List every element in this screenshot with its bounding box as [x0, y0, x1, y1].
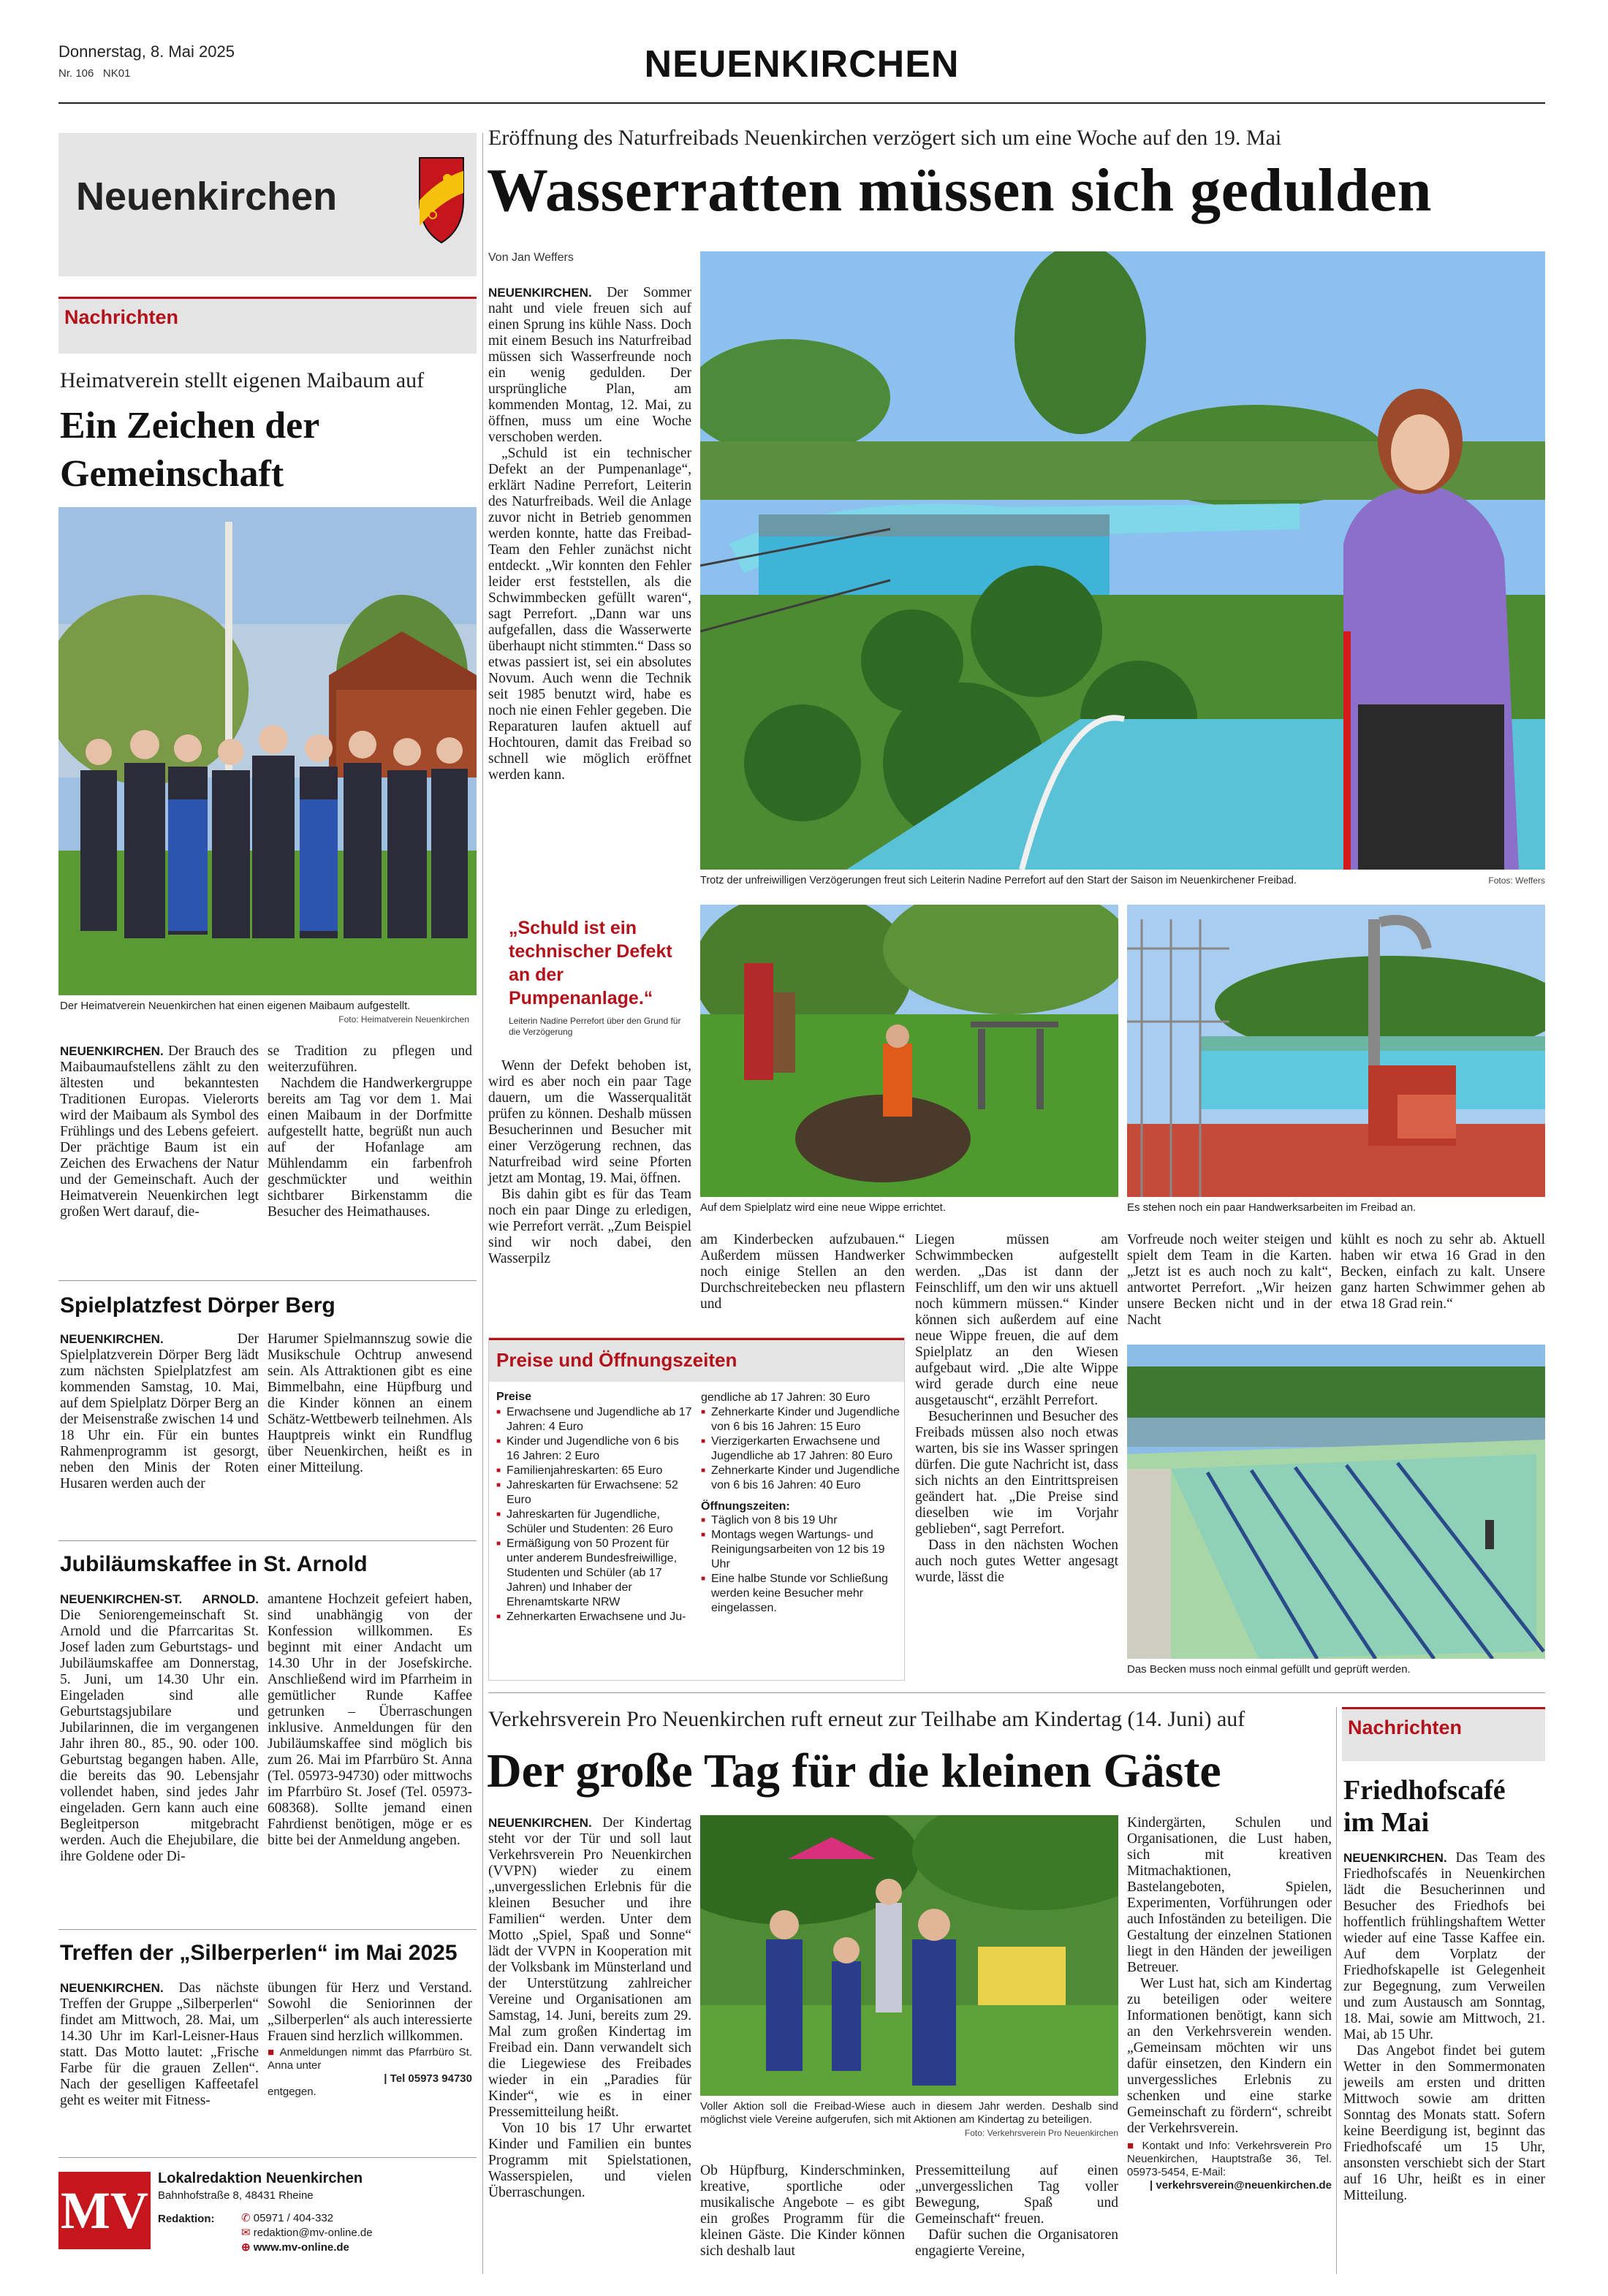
spielplatz-text-1: Der Spielplatzverein Dörper Berg lädt zum nächsten Spielplatzfest am kommenden Samstag, 10. Mai, auf dem Spielplatz Dörper Berg an der Meisenstraße zwischen 14 und 18 Uhr ein. Für ein buntes Rahmenprogramm ist gesorgt, neben den Minis der Roten Husaren werden auch der [60, 1331, 259, 1491]
maibaum-photo [58, 507, 477, 995]
silberperlen-dateline: NEUENKIRCHEN. [60, 1981, 164, 1995]
mail-icon: ✉ [241, 2227, 251, 2239]
main-col3 [915, 1232, 1118, 1586]
main-col1-lower [488, 1058, 691, 1267]
hours-item: ■ Täglich von 8 bis 19 Uhr [701, 1513, 900, 1528]
kindertag-text-6: Kindergärten, Schulen und Organisationen, die Lust haben, sich mit kreativen Mitmachaktionen, Bastelangeboten, Spielen, Experimenten, Vorführungen oder auch Infoständen zu beteiligen. Die Gestaltung der einzelnen Stationen liegt in den Händen der jeweiligen Betreuer. [1127, 1815, 1332, 1975]
main-byline: Von Jan Weffers [488, 251, 574, 264]
jubilaeum-text-2: amantene Hochzeit gefeiert haben, sind unabhängig von der Konfession willkommen. Es beginnt mit einer Andacht um 14.30 Uhr in der Josefskirche. Anschließend wird im Pfarrheim in gemütlicher Runde Kaffee getrunken – Überraschungen inklusive. Anmeldungen für den Jubiläumskaffee sind möglich bis zum 26. Mai im Pfarrbüro St. Anna (Tel. 05973-94730) oder mittwochs im Pfarrbüro St. Josef (Tel. 05973-608368). Sollte jemand einen Fahrdienst benötigen, möge er es bitte bei der Anmeldung angeben. [268, 1592, 472, 1848]
main-dateline: NEUENKIRCHEN. [488, 286, 592, 300]
maibaum-dateline: NEUENKIRCHEN. [60, 1044, 164, 1058]
pull-quote-source: Leiterin Nadine Perrefort über den Grund für die Verzögerung [509, 1016, 681, 1037]
header-date: Donnerstag, 8. Mai 2025 [58, 42, 235, 61]
handwerk-photo [1127, 905, 1545, 1197]
price-item: ■ Erwachsene und Jugendliche ab 17 Jahren: 4 Euro [496, 1405, 692, 1434]
silberperlen-text-1: Das nächste Treffen der Gruppe „Silberperlen“ findet am Mittwoch, 28. Mai, um 14.30 Uhr im Karl-Leisner-Haus statt. Das Motto lautet: „Frische Farbe für die grauen Zellen“. Nach der geselligen Kaffeetafel geht es weiter mit Fitness- [60, 1980, 259, 2108]
prices-col2 [701, 1391, 900, 1616]
masthead-town: Neuenkirchen [76, 175, 338, 218]
kindertag-text-5: Dafür suchen die Organisatoren engagierte Vereine, [915, 2227, 1118, 2259]
kindertag-text-2: Von 10 bis 17 Uhr erwartet Kinder und Familien ein buntes Programm mit Spielstationen, Wasserspielen, und vielen Überraschungen. [488, 2121, 691, 2200]
jubilaeum-text-1: Die Seniorengemeinschaft St. Arnold und die Pfarrcaritas St. Josef laden zum Geburtstags- und Jubiläumskaffee am Donnerstag, 5. Juni, um 14.30 Uhr ein. Eingeladen sind alle Geburtstagsjubilare und Jubilarinnen, die im vergangenen Jahr ihren 80., 85., 90. oder 100. Geburtstag begangen haben. Alle, die bereits das 90. Lebensjahr vollendet haben, sind jedes Jahr eingeladen. Gern kann auch eine Begleitperson mitgebracht werden. Auch die Ehejubilare, die ihre Goldene oder Di- [60, 1608, 259, 1864]
nachrichten-label: Nachrichten [64, 306, 179, 328]
main-text-6: Liegen müssen am Schwimmbecken aufgestellt werden. „Das ist dann der Feinschliff, um den wir uns aktuell noch kümmern müssen.“ Kinder können sich außerdem auf eine neue Wippe freuen, die auf dem Spielplatz an den Wiesen aufgebaut wird. „Die alte Wippe wird gerade durch eine neue ausgetauscht“, erzählt Perrefort. [915, 1232, 1118, 1408]
maibaum-text-2: se Tradition zu pflegen und weiterzuführen. [268, 1044, 472, 1075]
phone-icon: ✆ [241, 2212, 251, 2224]
section-title: NEUENKIRCHEN [644, 43, 960, 85]
main-col5 [1340, 1232, 1545, 1312]
kindertag-contact-email[interactable]: | verkehrsverein@neuenkirchen.de [1150, 2179, 1332, 2192]
footer-email[interactable] [241, 2226, 373, 2240]
prices-box [488, 1337, 905, 1681]
kindertag-headline: Der große Tag für die kleinen Gäste [487, 1744, 1221, 1798]
price-item: ■ Vierzigerkarten Erwachsene und Jugendliche ab 17 Jahren: 80 Euro [701, 1434, 900, 1464]
price-item: ■ Zehnerkarte Kinder und Jugendliche von 6 bis 16 Jahren: 40 Euro [701, 1464, 900, 1493]
lokalredaktion-box [58, 2166, 477, 2268]
maibaum-headline: Ein Zeichen der Gemeinschaft [60, 405, 319, 495]
spielplatz-col2 [268, 1331, 472, 1476]
jubilaeum-col1 [60, 1592, 259, 1865]
page-header [58, 42, 1545, 104]
kindertag-col2 [700, 2163, 905, 2259]
prices-label: Preise [496, 1391, 532, 1403]
prices-list-1 [496, 1405, 692, 1624]
kindertag-dateline: NEUENKIRCHEN. [488, 1816, 592, 1830]
kindertag-email-text: verkehrsverein@neuenkirchen.de [1156, 2179, 1332, 2192]
footer-phone [241, 2211, 373, 2226]
price-item: ■ Zehnerkarten Erwachsene und Ju- [496, 1610, 692, 1624]
main-text-4: Bis dahin gibt es für das Team noch ein paar Dinge zu erledigen, wie Perrefort verrät. „Zum Beispiel sind wir noch dabei, den Wasserpilz [488, 1187, 691, 1266]
price-item: ■ Familienjahreskarten: 65 Euro [496, 1464, 692, 1478]
hours-item: ■ Eine halbe Stunde vor Schließung werden keine Besucher mehr eingelassen. [701, 1572, 900, 1616]
kindertag-photo [700, 1815, 1118, 2096]
silberperlen-note-text: Anmeldungen nimmt das Pfarrbüro St. Anna unter [268, 2046, 472, 2072]
maibaum-text-3: Nachdem die Handwerkergruppe bereits am Tag vor dem 1. Mai einen Maibaum in der Dorfmitte aufgestellt hatte, begrüßt nun auch auf der Hofanlage am Mühlendamm ein farbenfroh geschmückter und weithin sichtbarer Birkenstamm die Besucher des Heimathauses. [268, 1076, 472, 1220]
silberperlen-phone: Tel 05973 94730 [390, 2072, 472, 2085]
friedhof-dateline: NEUENKIRCHEN. [1343, 1851, 1447, 1865]
footer-phone-text: 05971 / 404-332 [253, 2212, 334, 2224]
kindertag-col3 [915, 2163, 1118, 2259]
divider [58, 1929, 477, 1930]
main-photo-caption [700, 874, 1545, 887]
main-text-5: am Kinderbecken aufzubauen.“ Außerdem müssen Handwerker noch einige Stellen an den Durchschreitebecken neu pflastern und [700, 1232, 905, 1312]
handwerk-caption: Es stehen noch ein paar Handwerksarbeiten im Freibad an. [1127, 1201, 1417, 1214]
mv-logo: MV [58, 2172, 151, 2249]
footer-address: Bahnhofstraße 8, 48431 Rheine [158, 2189, 314, 2202]
nachrichten-tab [58, 297, 477, 354]
price-item: ■ Jahreskarten für Erwachsene: 52 Euro [496, 1478, 692, 1508]
hours-item: ■ Montags wegen Wartungs- und Reinigungsarbeiten von 12 bis 19 Uhr [701, 1528, 900, 1572]
price-item: ■ Jahreskarten für Jugendliche, Schüler und Studenten: 26 Euro [496, 1508, 692, 1537]
header-issue-number: Nr. 106 [58, 67, 94, 80]
prices-box-header [489, 1338, 904, 1382]
price-item: ■ Zehnerkarte Kinder und Jugendliche von 6 bis 16 Jahren: 15 Euro [701, 1405, 900, 1434]
footer-title: Lokalredaktion Neuenkirchen [158, 2170, 363, 2186]
footer-label: Redaktion: [158, 2213, 215, 2225]
divider [58, 1540, 477, 1541]
kindertag-contact-text: Kontakt und Info: Verkehrsverein Pro Neuenkirchen, Hauptstraße 36, Tel. 05973-5454, E-Mail: [1127, 2140, 1332, 2178]
main-text-8: Dass in den nächsten Wochen auch noch gutes Wetter angesagt wurde, lässt die [915, 1537, 1118, 1585]
silberperlen-note: ■ Anmeldungen nimmt das Pfarrbüro St. Anna unter | Tel 05973 94730 entgegen. [268, 2046, 472, 2098]
price-item-cont: gendliche ab 17 Jahren: 30 Euro [701, 1391, 871, 1404]
maibaum-text-1: Der Brauch des Maibaumaufstellens zählt zu den ältesten und bekanntesten Traditionen Europas. Vielerorts wird der Maibaum als Symbol des Frühlings und des Lebens gefeiert. Der prächtige Baum ist ein Zeichen des Erwachens der Natur und der Gemeinschaft. Auch der Heimatverein Neuenkirchen legt großen Wert darauf, die- [60, 1044, 259, 1220]
silberperlen-note-end: entgegen. [268, 2086, 316, 2098]
footer-contact [241, 2211, 373, 2255]
kindertag-text-3: Ob Hüpfburg, Kinderschminken, kreative, sportliche oder musikalische Angebote – es gibt ein großes Programm für die kleinen Gäste. Die Kinder können sich deshalb laut [700, 2163, 905, 2259]
maibaum-photo-image [58, 507, 477, 995]
kindertag-col4 [1127, 1815, 1332, 2192]
wippe-photo [700, 905, 1118, 1197]
maibaum-col1 [60, 1044, 259, 1220]
kindertag-text-4: Pressemitteilung auf einen „unvergesslichen Tag voller Bewegung, Spaß und Gemeinschaft“ freuen. [915, 2163, 1118, 2227]
wippe-caption: Auf dem Spielplatz wird eine neue Wippe errichtet. [700, 1201, 947, 1214]
main-text-10: kühlt es noch zu sehr ab. Aktuell haben wir etwa 16 Grad in den Becken, einfach zu kalt. Unsere ganz harten Schwimmer gehen ab etwa 18 Grad rein.“ [1340, 1232, 1545, 1312]
footer-email-text: redaktion@mv-online.de [253, 2227, 373, 2239]
masthead-box [58, 133, 477, 276]
nachrichten-tab-right [1342, 1707, 1545, 1761]
kindertag-kicker: Verkehrsverein Pro Neuenkirchen ruft erneut zur Teilhabe am Kindertag (14. Juni) auf [488, 1707, 1245, 1731]
divider [58, 1280, 477, 1281]
nachrichten-label-right: Nachrichten [1348, 1717, 1463, 1738]
kindertag-caption-text: Voller Aktion soll die Freibad-Wiese auch in diesem Jahr werden. Deshalb sind möglichst viele Vereine aufgerufen, sich mit Aktionen am Kindertag zu beteiligen. [700, 2100, 1118, 2126]
pull-quote-text: „Schuld ist ein technischer Defekt an der Pumpenanlage.“ [509, 918, 672, 1008]
kindertag-credit: Foto: Verkehrsverein Pro Neuenkirchen [964, 2128, 1118, 2138]
kindertag-contact: ■ Kontakt und Info: Verkehrsverein Pro Neuenkirchen, Hauptstraße 36, Tel. 05973-5454, E-Mail: | verkehrsverein@neuenkirchen.de [1127, 2140, 1332, 2192]
becken-caption: Das Becken muss noch einmal gefüllt und geprüft werden. [1127, 1663, 1411, 1676]
prices-title: Preise und Öffnungszeiten [496, 1349, 737, 1371]
main-col2 [700, 1232, 905, 1312]
jubilaeum-col2 [268, 1592, 472, 1849]
maibaum-caption [60, 1000, 469, 1026]
main-text-3: Wenn der Defekt behoben ist, wird es aber noch ein paar Tage dauern, um die Wasserqualität prüfen zu können. Deshalb müssen Besucherinnen und Besucher mit einer Verzögerung rechnen, das Naturfreibad wird seine Pforten jetzt am Montag, 19. Mai, öffnen. [488, 1058, 691, 1186]
main-text-7: Besucherinnen und Besucher des Freibads müssen also noch etwas warten, bis sie ins Wasser springen dürfen. Die gute Nachricht ist, dass sich nichts an den Eintrittspreisen geändert hat. „Die Preise sind dieselben wie im Vorjahr geblieben“, sagt Perrefort. [915, 1409, 1118, 1537]
silberperlen-col2 [268, 1980, 472, 2099]
column-divider [482, 133, 483, 2274]
pool-photo-image [700, 251, 1545, 870]
footer-web[interactable] [241, 2240, 373, 2255]
empty-pool-photo-image [1127, 1345, 1545, 1659]
spielplatz-text-2: Harumer Spielmannszug sowie die Musikschule Ochtrup anwesend sein. Als Attraktionen gibt es eine Bimmelbahn, eine Hüpfburg und die Kinder können an einem Schätz-Wettbewerb teilnehmen. Als Hauptpreis winkt ein Rundflug über Neuenkirchen, heißt es in einer Mitteilung. [268, 1331, 472, 1475]
main-kicker: Eröffnung des Naturfreibads Neuenkirchen verzögert sich um eine Woche auf den 19. Mai [488, 126, 1282, 150]
silberperlen-headline: Treffen der „Silberperlen“ im Mai 2025 [60, 1941, 458, 1965]
footer-web-text: www.mv-online.de [253, 2241, 349, 2254]
jubilaeum-dateline: NEUENKIRCHEN-ST. ARNOLD. [60, 1592, 259, 1606]
main-headline: Wasserratten müssen sich gedulden [487, 156, 1432, 224]
main-text-9: Vorfreude noch weiter steigen und spielt dem Team in die Karten. „Jetzt ist es auch noch zu kalt“, antwortet Perrefort. „Wir heizen unsere Becken nicht und in der Nacht [1127, 1232, 1332, 1328]
kindertag-caption [700, 2100, 1118, 2140]
kindertag-col1 [488, 1815, 691, 2201]
friedhof-text [1343, 1850, 1545, 2204]
divider [488, 1692, 1545, 1693]
town-crest-icon [418, 156, 465, 244]
maibaum-caption-text: Der Heimatverein Neuenkirchen hat einen eigenen Maibaum aufgestellt. [60, 1000, 411, 1012]
main-text-1: Der Sommer naht und viele freuen sich auf einen Sprung ins kühle Nass. Doch mit einem Besuch ins Naturfreibad müssen sich Wasserfreunde noch ein wenig gedulden. Der ursprüngliche Plan, am kommenden Montag, 12. Mai, zu öffnen, muss um eine Woche verschoben werden. [488, 285, 691, 445]
hours-list [701, 1513, 900, 1616]
main-photo-caption-text: Trotz der unfreiwilligen Verzögerungen freut sich Leiterin Nadine Perrefort auf den Start der Saison im Neuenkirchener Freibad. [700, 875, 1297, 886]
maibaum-col2 [268, 1044, 472, 1220]
divider [58, 2157, 477, 2158]
jubilaeum-headline: Jubiläumskaffee in St. Arnold [60, 1552, 368, 1576]
friedhof-text-1: Das Team des Friedhofscafés in Neuenkirchen lädt die Besucherinnen und Besucher des Friedhofs bei hoffentlich frühlingshaftem Wetter wieder auf eine Tasse Kaffee ein. Auf dem Vorplatz der Friedhofskapelle ist Gelegenheit zur Begegnung, zum Verweilen und zum Austausch am Sonntag, 18. Mai, sowie am Mittwoch, 21. Mai, ab 15 Uhr. [1343, 1850, 1546, 2042]
main-photo-credit: Fotos: Weffers [1488, 875, 1545, 886]
friedhof-headline: Friedhofscafé im Mai [1343, 1775, 1506, 1838]
spielplatz-dateline: NEUENKIRCHEN. [60, 1332, 164, 1346]
main-photo [700, 251, 1545, 870]
main-text-2: „Schuld ist ein technischer Defekt an der Pumpenanlage“, erklärt Nadine Perrefort, Leiterin des Naturfreibads. Weil die Anlage zuvor nicht in Betrieb genommen werden konnte, hatte das Freibad-Team den Fehler zunächst nicht entdeckt. „Wir konnten den Fehler leider erst feststellen, als die Schwimmbecken gefüllt waren“, sagt Perrefort. „Dann war uns aufgefallen, dass die Wasserwerte überhaupt nicht stimmten.“ Dass so etwas passiert ist, sei ein absolutes Novum. Auch wenn die Technik seit 1985 benutzt wird, habe es noch nie einen Fehler gegeben. Die Reparaturen laufen aktuell auf Hochtouren, damit das Freibad so schnell wie möglich eröffnet werden kann. [488, 446, 691, 783]
kindertag-text-1: Der Kindertag steht vor der Tür und soll laut Verkehrsverein Pro Neuenkirchen (VVPN) wieder zu einem „unvergesslichen Erlebnis für die kleinen Besucher und ihre Familien“ werden. Unter dem Motto „Spiel, Spaß und Sonne“ lädt der VVPN in Kooperation mit der Volksbank im Münsterland und der Unterstützung zahlreicher Vereine und Organisationen am Samstag, 14. Juni, bereits zum 29. Mal zum großen Kindertag im Freibad ein. Dann verwandelt sich die Liegewiese des Freibades wieder in ein „Paradies für Kinder“, wie es in einer Pressemitteilung heißt. [488, 1815, 692, 2120]
construction-photo-image [1127, 905, 1545, 1197]
price-item: ■ Kinder und Jugendliche von 6 bis 16 Jahren: 2 Euro [496, 1434, 692, 1464]
column-divider [1336, 1707, 1337, 2274]
kindertag-text-7: Wer Lust hat, sich am Kindertag zu beteiligen oder weitere Informationen benötigt, kann sich an den Verkehrsverein wenden. „Gemeinsam möchten wir uns dafür einsetzen, den Kindern ein unvergessliches Erlebnis zu schenken und eine starke Gemeinschaft zu fördern“, schreibt der Verkehrsverein. [1127, 1976, 1332, 2136]
pull-quote [509, 916, 691, 1038]
maibaum-credit: Foto: Heimatverein Neuenkirchen [338, 1014, 469, 1025]
globe-icon: ⊕ [241, 2241, 251, 2254]
price-item: ■ Ermäßigung von 50 Prozent für unter anderem Bundesfreiwillige, Studenten und Schüler (ab 17 Jahren) und Inhaber der Ehrenamtskarte NRW [496, 1537, 692, 1610]
main-col4 [1127, 1232, 1332, 1328]
playground-photo-image [700, 905, 1118, 1197]
prices-list-2 [701, 1405, 900, 1493]
children-photo-image [700, 1815, 1118, 2096]
friedhof-text-2: Das Angebot findet bei gutem Wetter in den Sommermonaten jeweils am ersten und dritten Mittwoch sowie am dritten Sonntag des Monats statt. Sofern keine Beerdigung ist, beginnt das Friedhofscafé um 15 Uhr, ansonsten verschiebt sich der Start auf 16 Uhr, heißt es in einer Mitteilung. [1343, 2043, 1545, 2203]
spielplatz-headline: Spielplatzfest Dörper Berg [60, 1293, 335, 1318]
maibaum-kicker: Heimatverein stellt eigenen Maibaum auf [60, 368, 425, 392]
hours-label: Öffnungszeiten: [701, 1500, 790, 1513]
prices-col1 [496, 1391, 692, 1624]
becken-photo [1127, 1345, 1545, 1659]
main-col1 [488, 285, 691, 783]
header-edition: NK01 [102, 67, 131, 80]
spielplatz-col1 [60, 1331, 259, 1492]
silberperlen-text-2: übungen für Herz und Verstand. Sowohl die Seniorinnen der „Silberperlen“ als auch interessierte Frauen sind herzlich willkommen. [268, 1980, 472, 2044]
silberperlen-col1 [60, 1980, 259, 2109]
